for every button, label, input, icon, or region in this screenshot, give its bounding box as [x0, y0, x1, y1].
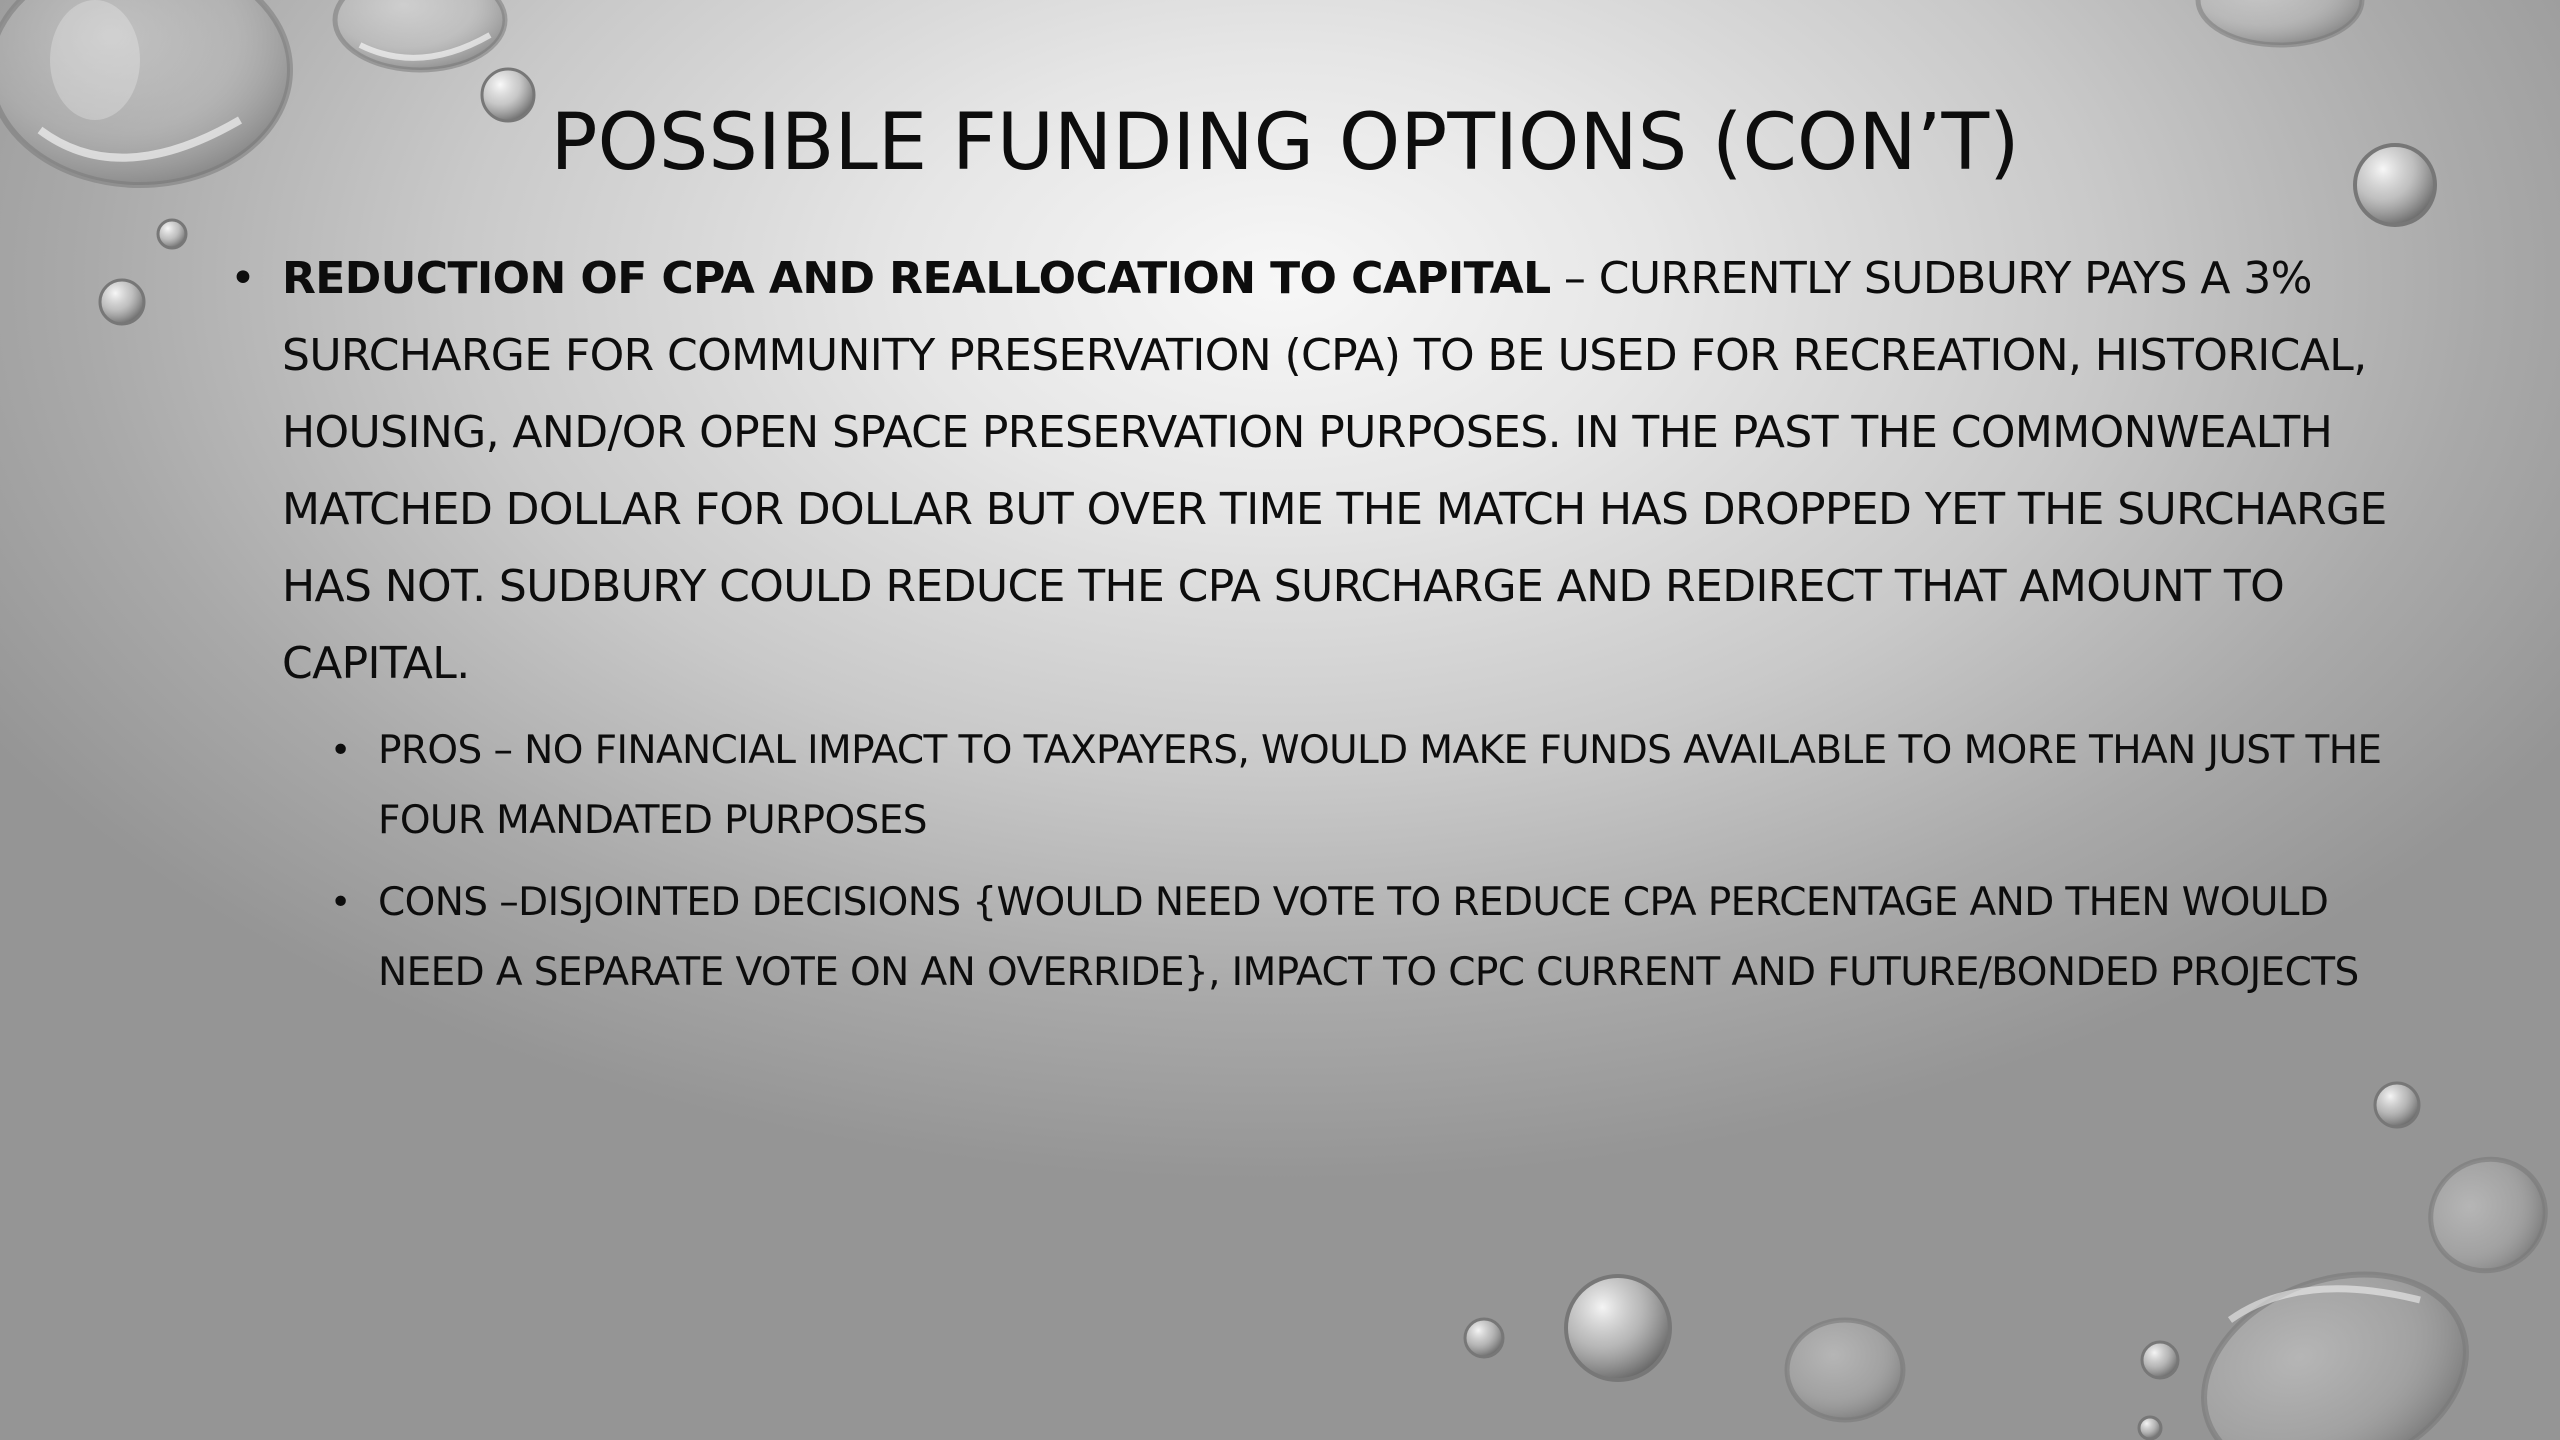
sub-bullet-pros: [330, 716, 2410, 856]
water-drop: [2139, 1417, 2161, 1439]
slide-content: [230, 240, 2410, 1020]
main-bullet-lead: REDUCTION OF CPA AND REALLOCATION TO CAPITAL: [282, 253, 1551, 304]
bullet-marker: •: [230, 253, 256, 304]
water-drop: [1465, 1319, 1503, 1357]
sub-bullet-text: CONS –DISJOINTED DECISIONS {WOULD NEED VOTE TO REDUCE CPA PERCENTAGE AND THEN WOULD NEED A SEPARATE VOTE ON AN OVERRIDE}, IMPACT TO CPC CURRENT AND FUTURE/BONDED PROJECTS: [378, 880, 2359, 995]
water-drop: [2410, 1138, 2560, 1291]
water-drop: [1566, 1276, 1670, 1380]
water-drop: [2198, 0, 2362, 45]
water-drop: [2176, 1240, 2495, 1440]
water-drop: [100, 280, 144, 324]
sub-bullet-text: PROS – NO FINANCIAL IMPACT TO TAXPAYERS, WOULD MAKE FUNDS AVAILABLE TO MORE THAN JUST THE FOUR MANDATED PURPOSES: [378, 728, 2382, 843]
sub-bullet-cons: [330, 868, 2410, 1008]
water-drop: [1787, 1320, 1903, 1420]
water-drop: [2142, 1342, 2178, 1378]
bullet-marker: •: [330, 730, 351, 771]
water-drop: [335, 0, 505, 70]
sub-bullet-list: [230, 716, 2410, 1008]
bullet-marker: •: [330, 882, 351, 923]
main-bullet-text: – CURRENTLY SUDBURY PAYS A 3% SURCHARGE FOR COMMUNITY PRESERVATION (CPA) TO BE USED FOR RECREATION, HISTORICAL, HOUSING, AND/OR OPEN SPACE PRESERVATION PURPOSES. IN THE PAST THE COMMONWEALTH MATCHED DOLLAR FOR DOLLAR BUT OVER TIME THE MATCH HAS DROPPED YET THE SURCHARGE HAS NOT. SUDBURY COULD REDUCE THE CPA SURCHARGE AND REDIRECT THAT AMOUNT TO CAPITAL.: [282, 253, 2387, 689]
water-drop: [158, 220, 186, 248]
main-bullet: [230, 240, 2410, 702]
slide-title: POSSIBLE FUNDING OPTIONS (CON’T): [550, 98, 2020, 188]
water-drop: [2375, 1083, 2419, 1127]
